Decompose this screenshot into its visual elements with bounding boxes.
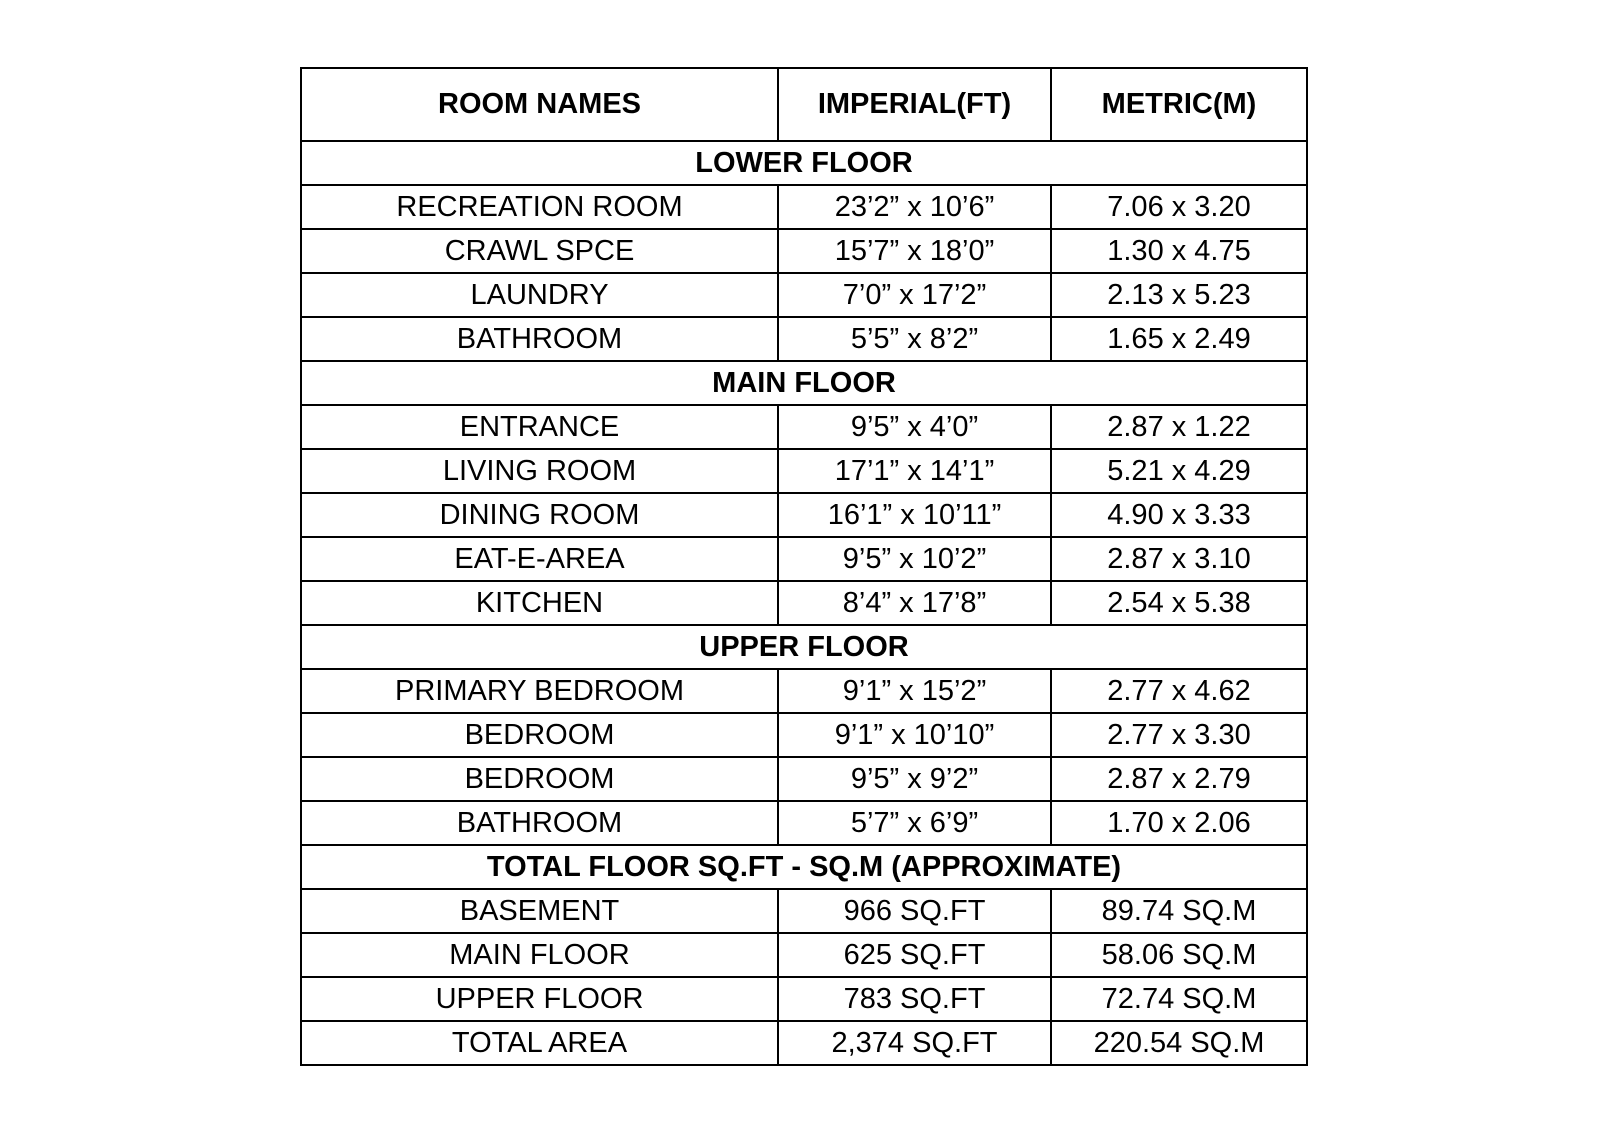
imperial-cell: 2,374 SQ.FT <box>778 1021 1051 1065</box>
imperial-cell: 9’1” x 10’10” <box>778 713 1051 757</box>
header-metric: METRIC(M) <box>1051 68 1307 141</box>
section-title: UPPER FLOOR <box>301 625 1307 669</box>
imperial-cell: 9’5” x 4’0” <box>778 405 1051 449</box>
table-row <box>301 273 1307 317</box>
metric-cell: 2.77 x 4.62 <box>1051 669 1307 713</box>
room-name-cell: BEDROOM <box>301 713 778 757</box>
imperial-cell: 966 SQ.FT <box>778 889 1051 933</box>
table-row <box>301 669 1307 713</box>
imperial-cell: 15’7” x 18’0” <box>778 229 1051 273</box>
header-row <box>301 68 1307 141</box>
section-title: LOWER FLOOR <box>301 141 1307 185</box>
header-imperial: IMPERIAL(FT) <box>778 68 1051 141</box>
table-row <box>301 757 1307 801</box>
metric-cell: 2.87 x 1.22 <box>1051 405 1307 449</box>
room-name-cell: TOTAL AREA <box>301 1021 778 1065</box>
room-name-cell: BASEMENT <box>301 889 778 933</box>
table-row <box>301 1021 1307 1065</box>
metric-cell: 1.30 x 4.75 <box>1051 229 1307 273</box>
room-name-cell: MAIN FLOOR <box>301 933 778 977</box>
room-name-cell: BATHROOM <box>301 801 778 845</box>
imperial-cell: 9’5” x 10’2” <box>778 537 1051 581</box>
room-name-cell: LAUNDRY <box>301 273 778 317</box>
room-name-cell: DINING ROOM <box>301 493 778 537</box>
section-row-totals <box>301 845 1307 889</box>
room-name-cell: BEDROOM <box>301 757 778 801</box>
room-name-cell: CRAWL SPCE <box>301 229 778 273</box>
table-row <box>301 537 1307 581</box>
metric-cell: 4.90 x 3.33 <box>1051 493 1307 537</box>
table-row <box>301 449 1307 493</box>
imperial-cell: 16’1” x 10’11” <box>778 493 1051 537</box>
metric-cell: 1.70 x 2.06 <box>1051 801 1307 845</box>
room-name-cell: KITCHEN <box>301 581 778 625</box>
section-title: TOTAL FLOOR SQ.FT - SQ.M (APPROXIMATE) <box>301 845 1307 889</box>
table-row <box>301 801 1307 845</box>
metric-cell: 2.13 x 5.23 <box>1051 273 1307 317</box>
imperial-cell: 8’4” x 17’8” <box>778 581 1051 625</box>
imperial-cell: 5’5” x 8’2” <box>778 317 1051 361</box>
imperial-cell: 9’5” x 9’2” <box>778 757 1051 801</box>
imperial-cell: 5’7” x 6’9” <box>778 801 1051 845</box>
room-name-cell: EAT-E-AREA <box>301 537 778 581</box>
metric-cell: 72.74 SQ.M <box>1051 977 1307 1021</box>
table-row <box>301 713 1307 757</box>
imperial-cell: 23’2” x 10’6” <box>778 185 1051 229</box>
table-row <box>301 933 1307 977</box>
metric-cell: 2.87 x 2.79 <box>1051 757 1307 801</box>
table-row <box>301 889 1307 933</box>
room-name-cell: PRIMARY BEDROOM <box>301 669 778 713</box>
table-row <box>301 493 1307 537</box>
room-name-cell: LIVING ROOM <box>301 449 778 493</box>
metric-cell: 89.74 SQ.M <box>1051 889 1307 933</box>
table-row <box>301 581 1307 625</box>
table-row <box>301 317 1307 361</box>
metric-cell: 2.77 x 3.30 <box>1051 713 1307 757</box>
metric-cell: 220.54 SQ.M <box>1051 1021 1307 1065</box>
room-name-cell: RECREATION ROOM <box>301 185 778 229</box>
section-row-upper-floor <box>301 625 1307 669</box>
metric-cell: 1.65 x 2.49 <box>1051 317 1307 361</box>
metric-cell: 2.54 x 5.38 <box>1051 581 1307 625</box>
metric-cell: 58.06 SQ.M <box>1051 933 1307 977</box>
header-room-names: ROOM NAMES <box>301 68 778 141</box>
room-name-cell: UPPER FLOOR <box>301 977 778 1021</box>
room-name-cell: BATHROOM <box>301 317 778 361</box>
table-row <box>301 185 1307 229</box>
metric-cell: 7.06 x 3.20 <box>1051 185 1307 229</box>
table-row <box>301 977 1307 1021</box>
imperial-cell: 9’1” x 15’2” <box>778 669 1051 713</box>
table-row <box>301 405 1307 449</box>
section-row-main-floor <box>301 361 1307 405</box>
room-dimensions-table <box>300 67 1308 1066</box>
imperial-cell: 783 SQ.FT <box>778 977 1051 1021</box>
imperial-cell: 625 SQ.FT <box>778 933 1051 977</box>
section-title: MAIN FLOOR <box>301 361 1307 405</box>
imperial-cell: 7’0” x 17’2” <box>778 273 1051 317</box>
room-name-cell: ENTRANCE <box>301 405 778 449</box>
section-row-lower-floor <box>301 141 1307 185</box>
table-row <box>301 229 1307 273</box>
imperial-cell: 17’1” x 14’1” <box>778 449 1051 493</box>
metric-cell: 5.21 x 4.29 <box>1051 449 1307 493</box>
metric-cell: 2.87 x 3.10 <box>1051 537 1307 581</box>
